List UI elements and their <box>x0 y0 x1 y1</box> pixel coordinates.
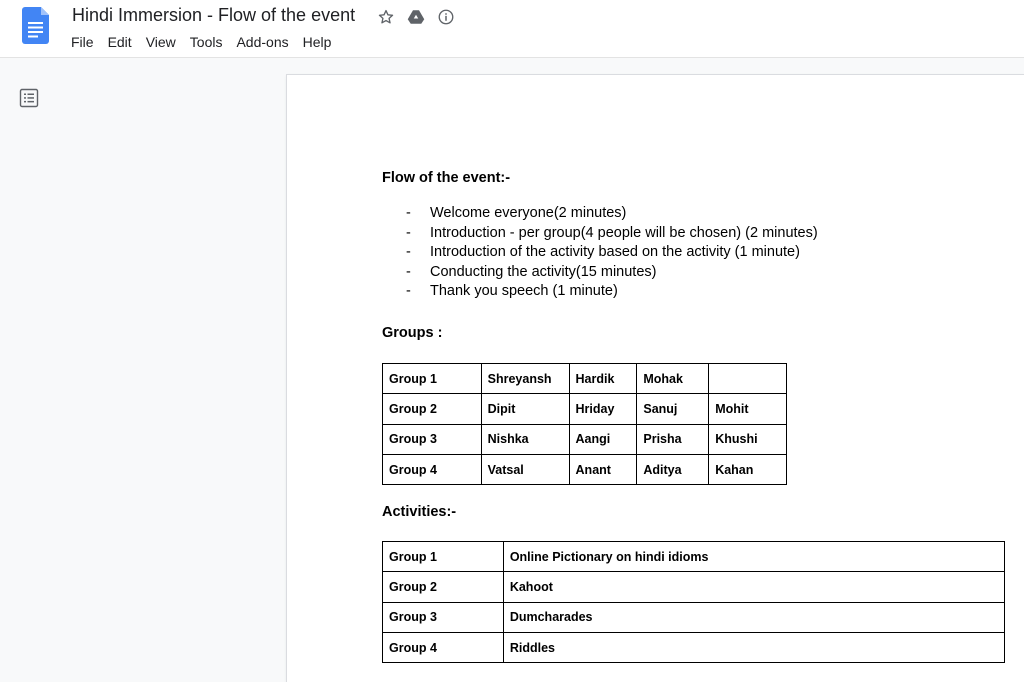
list-item-text: Introduction - per group(4 people will be chosen) (2 minutes) <box>430 224 818 241</box>
table-row <box>383 632 1005 662</box>
document-page[interactable] <box>287 75 1024 682</box>
table-cell: Online Pictionary on hindi idioms <box>503 542 1004 572</box>
table-cell: Kahoot <box>503 572 1004 602</box>
table-cell: Group 3 <box>383 424 482 454</box>
table-cell: Vatsal <box>481 454 569 484</box>
bullet-marker: - <box>406 244 411 260</box>
table-cell: Hriday <box>569 394 637 424</box>
google-docs-logo-icon[interactable] <box>22 7 49 44</box>
table-row <box>383 394 787 424</box>
flow-heading: Flow of the event:- <box>382 170 511 186</box>
table-row <box>383 424 787 454</box>
list-item-text: Welcome everyone(2 minutes) <box>430 205 627 221</box>
table-cell: Mohit <box>709 394 787 424</box>
document-title[interactable]: Hindi Immersion - Flow of the event <box>72 5 356 25</box>
groups-heading: Groups : <box>382 325 443 341</box>
list-item <box>382 243 818 263</box>
table-cell: Dumcharades <box>503 602 1004 632</box>
table-cell: Aditya <box>637 454 709 484</box>
table-cell: Group 2 <box>383 572 504 602</box>
star-icon[interactable] <box>376 7 396 27</box>
move-to-drive-icon[interactable] <box>406 7 426 27</box>
table-cell: Dipit <box>481 394 569 424</box>
list-item <box>382 224 818 244</box>
table-cell: Hardik <box>569 364 637 394</box>
menu-file[interactable]: File <box>71 34 94 50</box>
table-cell: Group 3 <box>383 602 504 632</box>
menu-view[interactable]: View <box>145 34 176 50</box>
activities-table <box>382 541 1005 663</box>
activities-heading: Activities:- <box>382 504 457 520</box>
table-cell: Group 1 <box>383 364 482 394</box>
bullet-marker: - <box>406 263 411 280</box>
list-item <box>382 263 818 283</box>
bullet-marker: - <box>406 205 411 221</box>
table-row <box>383 454 787 484</box>
docs-header <box>0 0 1024 58</box>
table-cell: Anant <box>569 454 637 484</box>
list-item <box>382 204 818 224</box>
info-icon[interactable] <box>436 7 456 27</box>
flow-bullet-list <box>382 204 818 302</box>
table-row <box>383 542 1005 572</box>
title-actions <box>376 7 456 27</box>
bullet-marker: - <box>406 224 411 241</box>
table-cell: Group 1 <box>383 542 504 572</box>
bullet-marker: - <box>406 283 411 299</box>
list-item-text: Thank you speech (1 minute) <box>430 283 618 299</box>
table-cell: Aangi <box>569 424 637 454</box>
menu-add-ons[interactable]: Add-ons <box>236 34 289 50</box>
table-cell: Mohak <box>637 364 709 394</box>
table-row <box>383 364 787 394</box>
document-outline-icon[interactable] <box>19 88 39 108</box>
menu-edit[interactable]: Edit <box>107 34 132 50</box>
menu-help[interactable]: Help <box>302 34 332 50</box>
menu-bar <box>64 32 338 52</box>
list-item-text: Introduction of the activity based on the activity (1 minute) <box>430 244 800 260</box>
list-item-text: Conducting the activity(15 minutes) <box>430 263 657 280</box>
table-cell: Shreyansh <box>481 364 569 394</box>
table-cell: Sanuj <box>637 394 709 424</box>
table-cell: Khushi <box>709 424 787 454</box>
table-cell: Kahan <box>709 454 787 484</box>
table-cell <box>709 364 787 394</box>
table-cell: Prisha <box>637 424 709 454</box>
table-cell: Riddles <box>503 632 1004 662</box>
groups-table <box>382 363 787 485</box>
list-item <box>382 282 818 302</box>
table-cell: Group 4 <box>383 454 482 484</box>
table-row <box>383 572 1005 602</box>
table-row <box>383 602 1005 632</box>
table-cell: Group 2 <box>383 394 482 424</box>
table-cell: Nishka <box>481 424 569 454</box>
table-cell: Group 4 <box>383 632 504 662</box>
menu-tools[interactable]: Tools <box>189 34 223 50</box>
